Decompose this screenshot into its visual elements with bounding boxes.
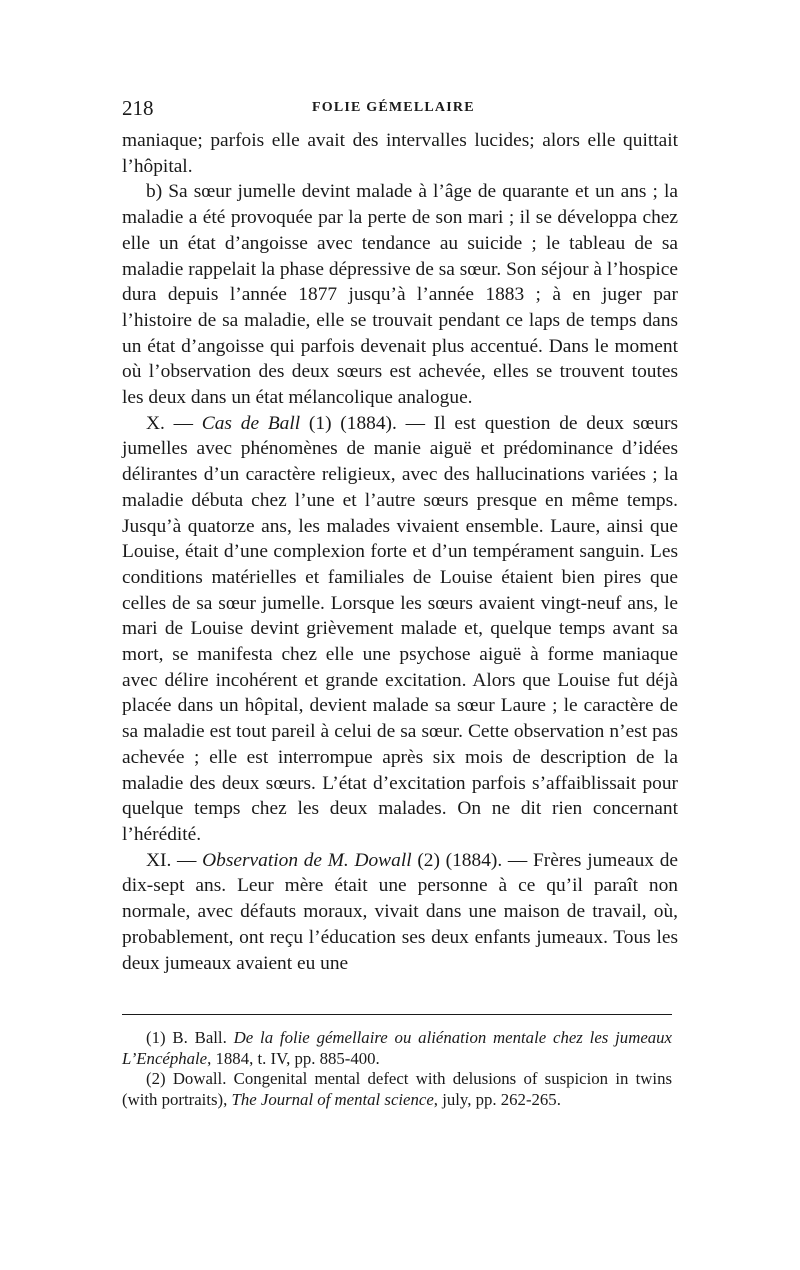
case-title: Observation de M. Dowall: [202, 849, 412, 871]
footnote-marker: (1) B. Ball.: [146, 1028, 234, 1047]
body-text: [122, 128, 678, 976]
footnote-divider: [122, 1014, 672, 1015]
footnotes: [122, 1028, 672, 1110]
paragraph-continuation: [122, 128, 678, 179]
paragraph-text: b) Sa sœur jumelle devint malade à l’âge de quarante et un ans ; la maladie a été provoquée par la perte de son mari ; il se développa chez elle un état d’angoisse avec tendance au suicide ; le tableau de sa maladie rappelait la phase dépressive de sa sœur. Son séjour à l’hospice dura depuis l’année 1877 jusqu’à l’année 1883 ; à en juger par l’histoire de sa maladie, elle se trouvait pendant ce laps de temps dans un état d’angoisse qui parfois devenait plus accentué. Dans le moment où l’observation des deux sœurs est achevée, elles se trouvent toutes les deux dans un état mélancolique analogue.: [122, 181, 678, 409]
footnote-text: Congenital mental defect with delusions of suspicion in twins (with portraits),: [122, 1069, 672, 1109]
footnote-rest: , july, pp. 262-265.: [433, 1089, 561, 1109]
page-number: 218: [122, 96, 154, 120]
case-label: XI. —: [146, 849, 203, 871]
paragraph-twin-sister: [122, 179, 678, 410]
footnote-1: [122, 1028, 672, 1069]
page-header: [122, 96, 682, 122]
footnote-marker: (2) Dowall.: [146, 1069, 234, 1088]
footnote-journal: L’Encéphale: [122, 1048, 208, 1068]
running-title: FOLIE GÉMELLAIRE: [312, 100, 475, 115]
paragraph-case-ball: [122, 411, 678, 848]
footnote-rest: , 1884, t. IV, pp. 885-400.: [207, 1048, 380, 1068]
footnote-2: [122, 1069, 672, 1110]
paragraph-text: maniaque; parfois elle avait des intervalles lucides; alors elle quittait l’hôpital.: [122, 130, 678, 177]
footnote-title: De la folie gémellaire ou aliénation mentale chez les jumeaux: [233, 1028, 672, 1047]
footnote-journal: The Journal of mental science: [231, 1089, 434, 1109]
paragraph-text: (1) (1884). — Il est question de deux sœurs jumelles avec phénomènes de manie aiguë et prédominance d’idées délirantes d’un caractère religieux, avec des hallucinations variées ; la maladie débuta chez l’une et l’autre sœurs presque en même temps. Jusqu’à quatorze ans, les malades vivaient ensemble. Laure, ainsi que Louise, était d’une complexion forte et d’un tempérament sanguin. Les conditions matérielles et familiales de Louise étaient bien pires que celles de sa sœur jumelle. Lorsque les sœurs avaient vingt-neuf ans, le mari de Louise devint grièvement malade et, quelque temps avant sa mort, se manifesta chez elle une psychose aiguë à forme maniaque avec délire incohérent et grande excitation. Alors que Louise fut déjà placée dans un hôpital, devient malade sa sœur Laure ; le caractère de sa maladie est tout pareil à celui de sa sœur. Cette observation n’est pas achevée ; elle est interrompue après six mois de description de la maladie des deux sœurs. L’état d’excitation parfois s’affaiblissait pour quelque temps chez les deux malades. On ne dit rien concernant l’hérédité.: [122, 412, 678, 845]
paragraph-case-dowall: [122, 848, 678, 977]
case-label: X. —: [146, 412, 202, 434]
paragraph-text: (2) (1884). — Frères jumeaux de dix-sept ans. Leur mère était une personne à ce qu’il paraît non normale, avec défauts moraux, vivait dans une maison de travail, où, probablement, ont reçu l’éducation ses deux enfants jumeaux. Tous les deux jumeaux avaient eu une: [122, 849, 678, 974]
case-title: Cas de Ball: [201, 412, 301, 434]
